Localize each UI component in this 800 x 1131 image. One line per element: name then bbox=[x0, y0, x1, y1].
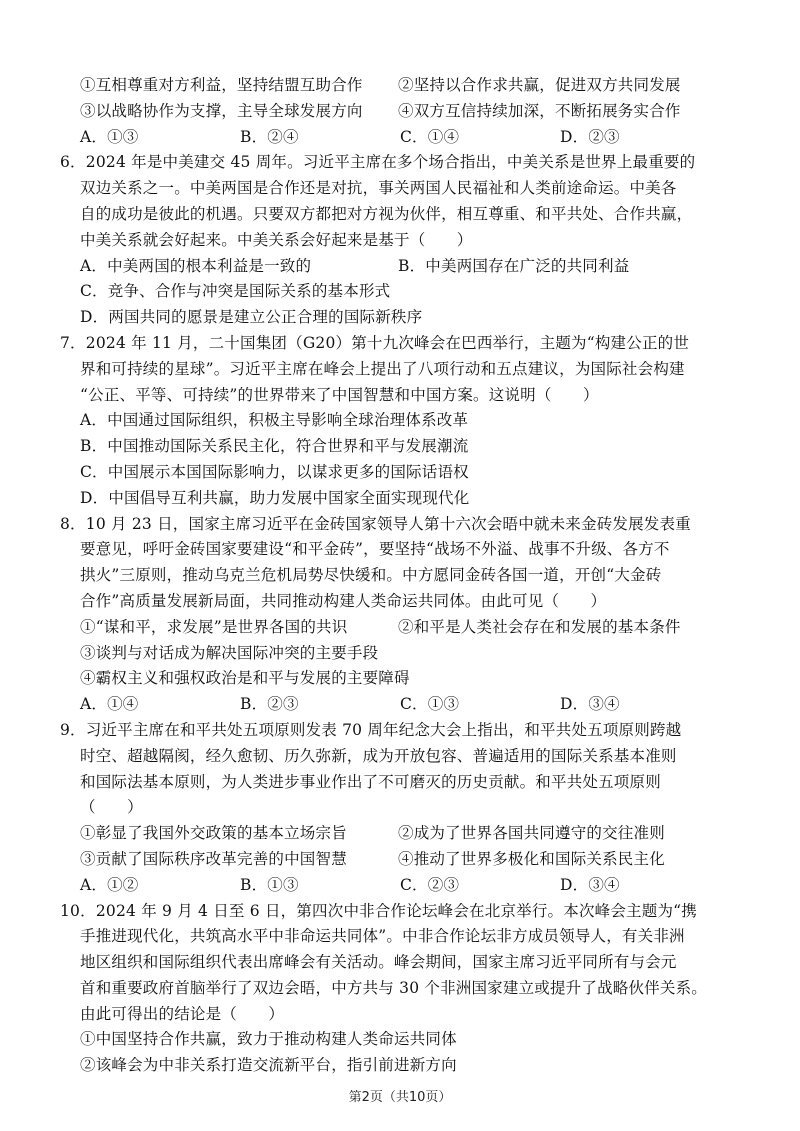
q6-option-b: B．中美两国存在广泛的共同利益 bbox=[398, 256, 630, 275]
q7-stem-line: “公正、平等、可持续”的世界带来了中国智慧和中国方案。这说明（ ） bbox=[80, 385, 599, 404]
q6-stem-line: 双边关系之一。中美两国是合作还是对抗，事关两国人民福祉和人类前途命运。中美各 bbox=[80, 179, 677, 198]
question-10 bbox=[60, 899, 720, 1080]
q9-option-d: D．③④ bbox=[560, 875, 620, 894]
q8-option-d: D．③④ bbox=[560, 695, 620, 714]
q8-stem-line: 合作”高质量发展新局面，共同推动构建人类命运共同体。由此可见（ ） bbox=[80, 591, 607, 610]
q8-options bbox=[80, 692, 720, 718]
q7-stem-line: 7．2024 年 11 月，二十国集团（G20）第十九次峰会在巴西举行，主题为“构建公正的世 bbox=[60, 333, 690, 352]
prev-option-d: D．②③ bbox=[560, 127, 620, 146]
prev-items-row2 bbox=[80, 99, 720, 125]
q9-item-3: ③贡献了国际秩序改革完善的中国智慧 bbox=[80, 849, 347, 868]
q9-items-row1 bbox=[80, 821, 720, 847]
q10-stem-line: 手推进现代化，共筑高水平中非命运共同体”。中非合作论坛非方成员领导人，有关非洲 bbox=[80, 927, 685, 946]
q6-stem-line: 自的成功是彼此的机遇。只要双方都把对方视为伙伴，相互尊重、和平共处、合作共赢， bbox=[80, 204, 693, 223]
q10-stem-line: 由此可得出的结论是（ ） bbox=[80, 1004, 285, 1023]
q8-item-3: ③谈判与对话成为解决国际冲突的主要手段 bbox=[80, 643, 379, 662]
prev-option-a: A．①③ bbox=[80, 127, 139, 146]
q8-item-2: ②和平是人类社会存在和发展的基本条件 bbox=[398, 617, 681, 636]
prev-options bbox=[80, 125, 720, 151]
q7-option-d: D．中国倡导互利共赢，助力发展中国家全面实现现代化 bbox=[80, 488, 470, 507]
q7-option-c: C．中国展示本国国际影响力，以谋求更多的国际话语权 bbox=[80, 462, 469, 481]
q6-stem-line: 6．2024 年是中美建交 45 周年。习近平主席在多个场合指出，中美关系是世界上最重要的 bbox=[60, 153, 696, 172]
question-7 bbox=[60, 331, 720, 512]
prev-item-4: ④双方互信持续加深，不断拓展务实合作 bbox=[398, 101, 681, 120]
prev-item-1: ①互相尊重对方利益，坚持结盟互助合作 bbox=[80, 76, 363, 94]
q9-option-b: B．①③ bbox=[240, 875, 299, 894]
q8-stem-line: 要意见，呼吁金砖国家要建设“和平金砖”，要坚持“战场不外溢、战事不升级、各方不 bbox=[80, 540, 670, 559]
q10-item-1: ①中国坚持合作共赢，致力于推动构建人类命运共同体 bbox=[80, 1030, 457, 1049]
question-9 bbox=[60, 718, 720, 899]
q10-stem-line: 10．2024 年 9 月 4 日至 6 日，第四次中非合作论坛峰会在北京举行。本次峰会主题为“携 bbox=[60, 901, 697, 920]
q6-option-a: A．中美两国的根本利益是一致的 bbox=[80, 256, 312, 275]
q6-stem-line: 中美关系就会好起来。中美关系会好起来是基于（ ） bbox=[80, 230, 473, 249]
q7-option-a: A．中国通过国际组织，积极主导影响全球治理体系改革 bbox=[80, 411, 469, 430]
prev-option-c: C．①④ bbox=[400, 127, 460, 146]
q9-item-1: ①彰显了我国外交政策的基本立场宗旨 bbox=[80, 824, 347, 843]
question-8 bbox=[60, 512, 720, 718]
q7-stem-line: 界和可持续的星球”。习近平主席在峰会上提出了八项行动和五点建议，为国际社会构建 bbox=[80, 359, 685, 378]
q9-item-4: ④推动了世界多极化和国际关系民主化 bbox=[398, 849, 665, 868]
q10-stem-line: 地区组织和国际组织代表出席峰会有关活动。峰会期间，国家主席习近平同所有与会元 bbox=[80, 953, 677, 972]
q8-item-4: ④霸权主义和强权政治是和平与发展的主要障碍 bbox=[80, 669, 410, 688]
q8-stem-line: 拱火”三原则，推动乌克兰危机局势尽快缓和。中方愿同金砖各国一道，开创“大金砖 bbox=[80, 566, 662, 585]
q8-option-a: A．①④ bbox=[80, 695, 139, 714]
q9-stem-line: （ ） bbox=[80, 798, 143, 817]
prev-item-3: ③以战略协作为支撑，主导全球发展方向 bbox=[80, 101, 363, 120]
q6-option-c: C．竞争、合作与冲突是国际关系的基本形式 bbox=[80, 282, 391, 301]
prev-option-b: B．②④ bbox=[240, 127, 299, 146]
q9-stem-line: 和国际法基本原则，为人类进步事业作出了不可磨灭的历史贡献。和平共处五项原则 bbox=[80, 772, 661, 791]
q9-options bbox=[80, 873, 720, 899]
q9-item-2: ②成为了世界各国共同遵守的交往准则 bbox=[398, 824, 665, 843]
q9-option-c: C．②③ bbox=[400, 875, 460, 894]
q6-option-d: D．两国共同的愿景是建立公正合理的国际新秩序 bbox=[80, 308, 423, 327]
q9-stem-line: 时空、超越隔阂，经久愈韧、历久弥新，成为开放包容、普遍适用的国际关系基本准则 bbox=[80, 746, 677, 765]
q9-items-row2 bbox=[80, 847, 720, 873]
page-footer: 第2页（共10页） bbox=[348, 1090, 452, 1105]
q8-option-b: B．②③ bbox=[240, 695, 299, 714]
q9-stem-line: 9．习近平主席在和平共处五项原则发表 70 周年纪念大会上指出，和平共处五项原则跨越 bbox=[60, 720, 682, 739]
q9-option-a: A．①② bbox=[80, 875, 139, 894]
q8-option-c: C．①③ bbox=[400, 695, 460, 714]
q10-stem-line: 首和重要政府首脑举行了双边会晤，中方共与 30 个非洲国家建立或提升了战略伙伴关系。 bbox=[80, 978, 707, 997]
q6-options-row1 bbox=[80, 254, 720, 280]
q7-option-b: B．中国推动国际关系民主化，符合世界和平与发展潮流 bbox=[80, 437, 469, 456]
page-content bbox=[60, 73, 720, 1079]
q10-item-2: ②该峰会为中非关系打造交流新平台，指引前进新方向 bbox=[80, 1056, 457, 1075]
q8-items-row1 bbox=[80, 615, 720, 641]
question-6 bbox=[60, 150, 720, 331]
q8-stem-line: 8．10 月 23 日，国家主席习近平在金砖国家领导人第十六次会晤中就未来金砖发展发表重 bbox=[60, 514, 691, 533]
prev-item-2: ②坚持以合作求共赢，促进双方共同发展 bbox=[398, 76, 681, 94]
prev-items-row1 bbox=[80, 73, 720, 99]
q8-item-1: ①“谋和平，求发展”是世界各国的共识 bbox=[80, 617, 348, 636]
